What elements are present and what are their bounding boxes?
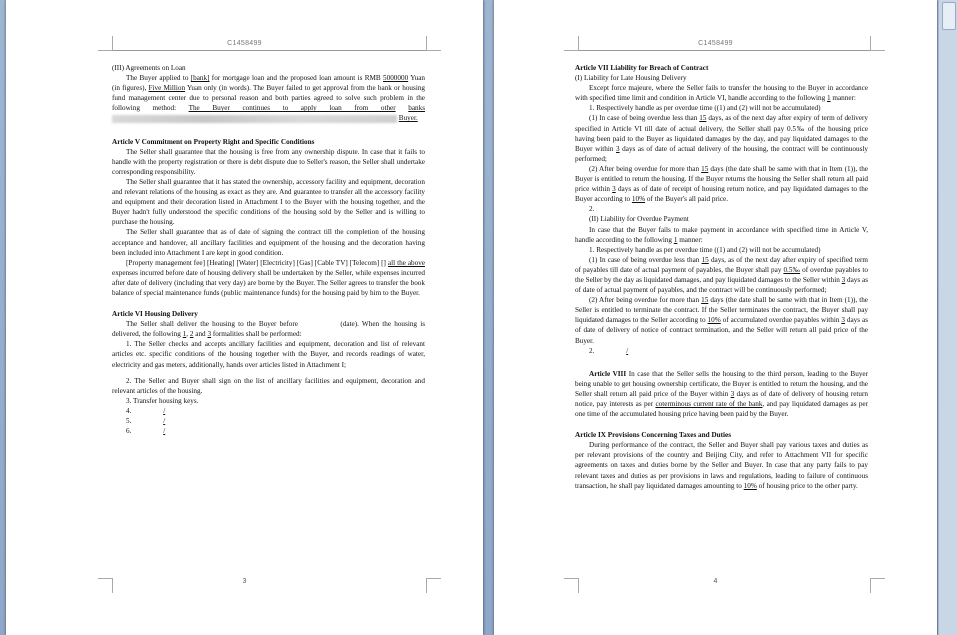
article-7-para-1: Except force majeure, where the Seller fails to transfer the housing to the Buyer in accordance with specified time limit and condition in Article VI, handle according to the following 1 manner: [575,84,868,103]
article-7-sub-1: (I) Liability for Late Housing Delivery [575,74,687,83]
loan-heading: (III) Agreements on Loan [112,64,186,72]
article-7-para-2: 1. Respectively handle as per overdue time ((1) and (2) will not be accumulated) [589,104,821,113]
doc-id-header: C1458499 [698,40,733,47]
article-5-para-2: The Seller shall guarantee that it has stated the ownership, accessory facility and equipment, decoration and relevant relations of the housing as exact as they are. And guarantee to transfer all the accessory facility and equipment and their decoration listed in Attachment I to the Buyer with the housing together, and the Buyer hadn't fully understood the specific conditions of the housing sold by the Seller and is willing to purchase the housing. [112,177,425,227]
loan-paragraph: The Buyer applied to [bank] for mortgage loan and the proposed loan amount is RMB 5000000 Yuan (in figures), Five Million Yuan only (in words). The Buyer failed to get approval from the bank or housing fund management center due to personal reason and both parties agreed to solve such problem in the following method: The Buyer continues to apply loan from other banks Buyer. [112,74,426,123]
article-7-para-8: (1) In case of being overdue less than 15 days, as of the next day after expiry of specified term of payables till date of actual payment of payables, the Buyer shall pay 0.5‰ of overdue payables to the Seller by the day as liquidated damages, and pay liquidated damages to the Seller within 3 days as of date of actual payment of payables, and the contract will be continuously performed; [575,255,869,295]
article-5-para-1: The Seller shall guarantee that the housing is free from any ownership dispute. In case that it fails to handle with the property registration or there is debt dispute due to Seller's reason, the Seller shall undertake corresponding responsibility. [112,147,425,176]
article-6-title: Article VI Housing Delivery [112,310,198,319]
article-7-para-4: (2) After being overdue for more than 15 days (the date shall be same with that in Item (1)), the Buyer is entitled to return the housing. If the Buyer returns the housing the Seller shall return all paid price within 3 days as of date of receipt of housing return notice, and pay liquidated damages to the Buyer according to 10% of the Buyer's all paid price. [575,164,869,204]
article-6-para-1: The Seller shall deliver the housing to the Buyer before (date). When the housing is delivered, the following 1, 2 and 3 formalities shall be performed: [112,320,425,339]
article-5-para-4: [Property management fee] [Heating] [Water] [Electricity] [Gas] [Cable TV] [Telecom] [] all the above expenses incurred before date of housing delivery shall be undertaken by the Seller, while expenses incurred after date of delivery (including that very day) are borne by the Buyer. The Seller agrees to transfer the book balance of special maintenance funds (public maintenance funds) for the housing paid by him to the Buyer. [112,258,425,297]
article-7-sub-2: (II) Liability for Overdue Payment [589,215,689,224]
article-8-title: Article VIII [589,369,627,378]
document-page-3 [6,0,483,635]
page-number: 3 [242,578,247,585]
article-6-para-3: 2. The Seller and Buyer shall sign on the list of ancillary facilities and equipment, decoration and relevant articles of the housing. [112,376,425,395]
scrollbar-thumb[interactable] [942,2,956,30]
page-4-body [575,63,868,491]
doc-id-header: C1458499 [227,40,262,47]
article-6-item-5: 5. / [126,417,166,425]
article-7-para-5: 2. [589,205,595,214]
article-6-para-4: 3. Transfer housing keys. [126,396,199,405]
article-7-para-7: 1. Respectively handle as per overdue time ((1) and (2) will not be accumulated) [589,245,821,254]
page-number: 4 [713,578,718,585]
article-5-title: Article V Commitment on Property Right and Specific Conditions [112,137,315,146]
margin-corner-mark [564,36,579,51]
margin-corner-mark [870,36,885,51]
page-3-body [112,63,425,436]
article-6-item-6: 6. / [126,427,166,436]
article-7-para-10: 2. / [589,346,629,355]
margin-corner-mark [98,36,113,51]
header-rule [98,50,428,51]
article-8: Article VIII In case that the Seller sells the housing to the third person, leading to the Buyer being unable to get housing ownership certificate, the Buyer is entitled to return the housing, and the Seller shall return all paid price of the Buyer within 3 days as of date of delivery of housing return notice, pay interests as per coterminous current rate of the bank, and pay liquidated damages as per one time of the accumulated housing price having been paid by the Buyer. [575,369,868,419]
article-6-para-2: 1. The Seller checks and accepts ancillary facilities and equipment, decoration and list of relevant articles etc. specific conditions of the housing together with the Buyer, and records readings of water, electricity and gas meters, additionally, hands over articles listed in Attachment I; [112,340,425,369]
margin-corner-mark [426,36,441,51]
article-7-para-9: (2) After being overdue for more than 15 days (the date shall be same with that in Item (1)), the Seller is entitled to terminate the contract. If the Seller terminates the contract, the Buyer shall pay liquidated damages to the Seller according to 10% of accumulated overdue payables within 3 days as of date of delivery of notice of contract termination, and the Seller will return all paid price of the Buyer. [575,296,868,345]
article-7-para-6: In case that the Buyer fails to make payment in accordance with specified time in Article V, handle according to the following 1 manner: [575,225,868,244]
document-page-4 [494,0,937,635]
article-7-para-3: (1) In case of being overdue less than 15 days, as of the next day after expiry of term of delivery specified in Article VI till date of actual delivery, the Seller shall pay 0.5‰ of the housing price having been paid to the Buyer as liquidated damages by the day, and pay liquidated damages to the Buyer within 3 days as of date of actual delivery of the housing, the contract will be continuously performed; [575,114,869,163]
article-6-item-4: 4. / [126,406,166,415]
article-9-para: During performance of the contract, the Seller and Buyer shall pay various taxes and duties as per relevant provisions of the country and Beijing City, and refer to Attachment VII for specific agreements on taxes and duties borne by the Seller and Buyer. In case that any party fails to pay relevant taxes and duties as per provisions in laws and regulations, leading to failure of continuous transaction, he shall pay liquidated damages amounting to 10% of housing price to the other party. [575,441,868,490]
vertical-scrollbar[interactable] [938,0,957,635]
redacted-text [112,115,397,123]
article-9-title: Article IX Provisions Concerning Taxes and Duties [575,431,732,440]
article-5-para-3: The Seller shall guarantee that as of date of signing the contract till the completion of the housing acceptance and handover, all ancillary facilities and equipment of the housing and the decoration having been included into Attachment I are kept in good condition. [112,228,425,257]
article-7-title: Article VII Liability for Breach of Contract [575,64,709,72]
header-rule [564,50,874,51]
